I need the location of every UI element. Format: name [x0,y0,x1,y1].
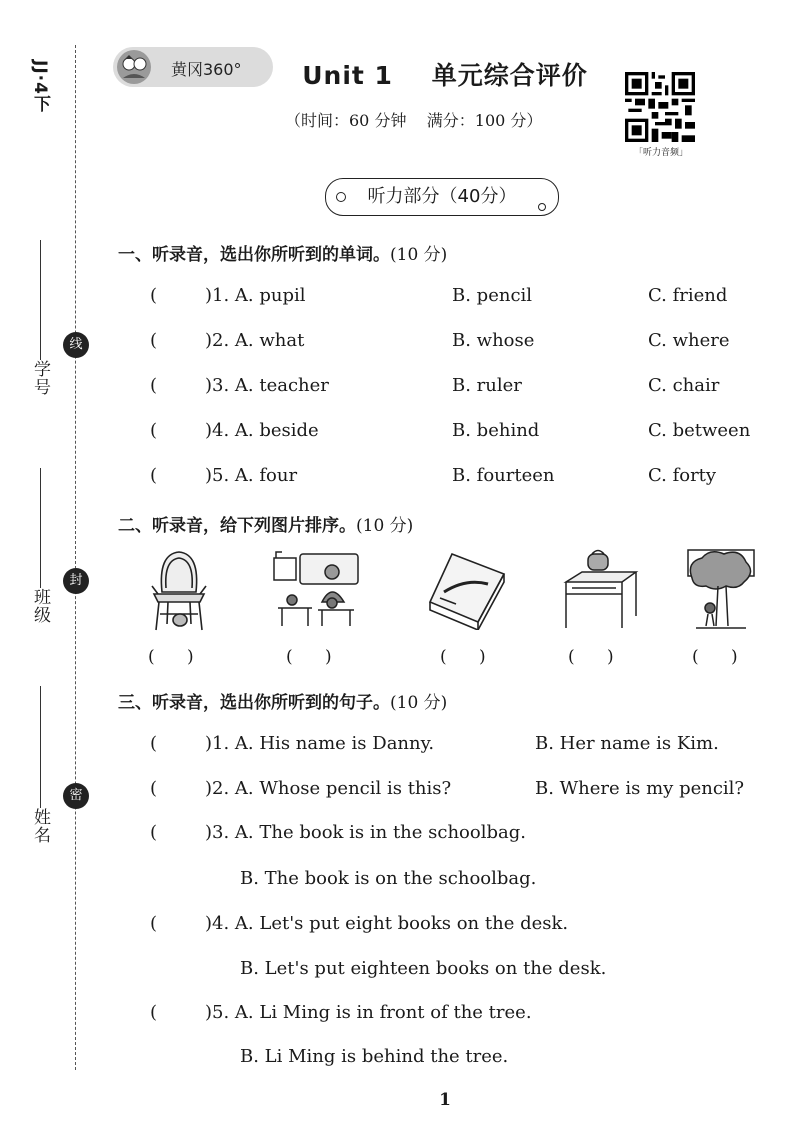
part1-q2-c: C. where [648,330,730,351]
part1-heading [118,240,447,265]
part1-q2-a: )2. A. what [205,330,305,351]
part1-q3-b: B. ruler [452,375,522,396]
answer-blank[interactable]: ( [150,778,158,799]
part1-q5-b: B. fourteen [452,465,555,486]
title-cn: 单元综合评价 [431,61,588,90]
answer-blank[interactable]: ( [150,285,158,306]
answer-blank[interactable]: ( [150,465,158,486]
answer-blank[interactable]: ( [150,420,158,441]
answer-blank[interactable]: ( [150,913,158,934]
part3-q2-a: )2. A. Whose pencil is this? [205,778,452,799]
part3-heading [118,688,447,713]
brand-name: 黄冈360° [171,60,242,79]
student-id-line [40,240,41,360]
student-id-label: 学号 [30,360,50,396]
tree-icon [686,548,756,632]
binding-dashed-line [75,45,76,1070]
picture-order-blank[interactable]: ( ) [692,647,738,667]
part1-heading-text: 一、听录音，选出你所听到的单词。 [118,245,390,265]
name-label: 姓名 [30,808,50,844]
part1-q4-c: C. between [648,420,751,441]
picture-order-blank[interactable]: ( ) [148,647,194,667]
seal-seal: 封 [63,568,89,594]
part3-score: (10 分) [390,693,448,713]
part1-q5-a: )5. A. four [205,465,298,486]
picture-order-blank[interactable]: ( ) [286,647,332,667]
part3-q2-b: B. Where is my pencil? [535,778,745,799]
part3-q5-b: B. Li Ming is behind the tree. [240,1046,509,1067]
class-line [40,468,41,588]
part1-q1-c: C. friend [648,285,728,306]
part3-q4-b: B. Let's put eighteen books on the desk. [240,958,607,979]
part3-q3-b: B. The book is on the schoolbag. [240,868,537,889]
part1-q3-c: C. chair [648,375,720,396]
seal-line: 线 [63,332,89,358]
part1-q5-c: C. forty [648,465,717,486]
part1-q1-b: B. pencil [452,285,533,306]
part1-q4-a: )4. A. beside [205,420,319,441]
picture-order-blank[interactable]: ( ) [568,647,614,667]
part3-heading-text: 三、听录音，选出你所听到的句子。 [118,693,390,713]
part2-score: (10 分) [356,516,414,536]
part1-score: (10 分) [390,245,448,265]
classroom-icon [268,548,362,630]
answer-blank[interactable]: ( [150,1002,158,1023]
title-unit: Unit 1 [302,61,393,90]
part3-q1-b: B. Her name is Kim. [535,733,719,754]
chair-icon [148,548,210,634]
book-icon [426,548,508,630]
desk-icon [562,548,640,630]
page-number: 1 [439,1090,451,1110]
part2-heading [118,511,413,536]
part3-q3-a: )3. A. The book is in the schoolbag. [205,822,526,843]
part1-q2-b: B. whose [452,330,535,351]
part3-q5-a: )5. A. Li Ming is in front of the tree. [205,1002,532,1023]
answer-blank[interactable]: ( [150,330,158,351]
part1-q1-a: )1. A. pupil [205,285,306,306]
answer-blank[interactable]: ( [150,733,158,754]
part1-q3-a: )3. A. teacher [205,375,329,396]
exam-info: （时间：60 分钟 满分：100 分） [285,111,543,130]
part1-q4-b: B. behind [452,420,540,441]
answer-blank[interactable]: ( [150,822,158,843]
part3-q1-a: )1. A. His name is Danny. [205,733,435,754]
part3-q4-a: )4. A. Let's put eight books on the desk. [205,913,569,934]
answer-blank[interactable]: ( [150,375,158,396]
qr-caption: 「听力音频」 [633,148,688,158]
name-line [40,686,41,808]
section-title: 听力部分（40分） [325,178,559,216]
class-label: 班级 [30,588,50,624]
qr-code-icon[interactable] [625,72,695,142]
seal-secret: 密 [63,783,89,809]
picture-order-blank[interactable]: ( ) [440,647,486,667]
part2-heading-text: 二、听录音，给下列图片排序。 [118,516,356,536]
grade-label: JJ·4下 [30,60,50,113]
